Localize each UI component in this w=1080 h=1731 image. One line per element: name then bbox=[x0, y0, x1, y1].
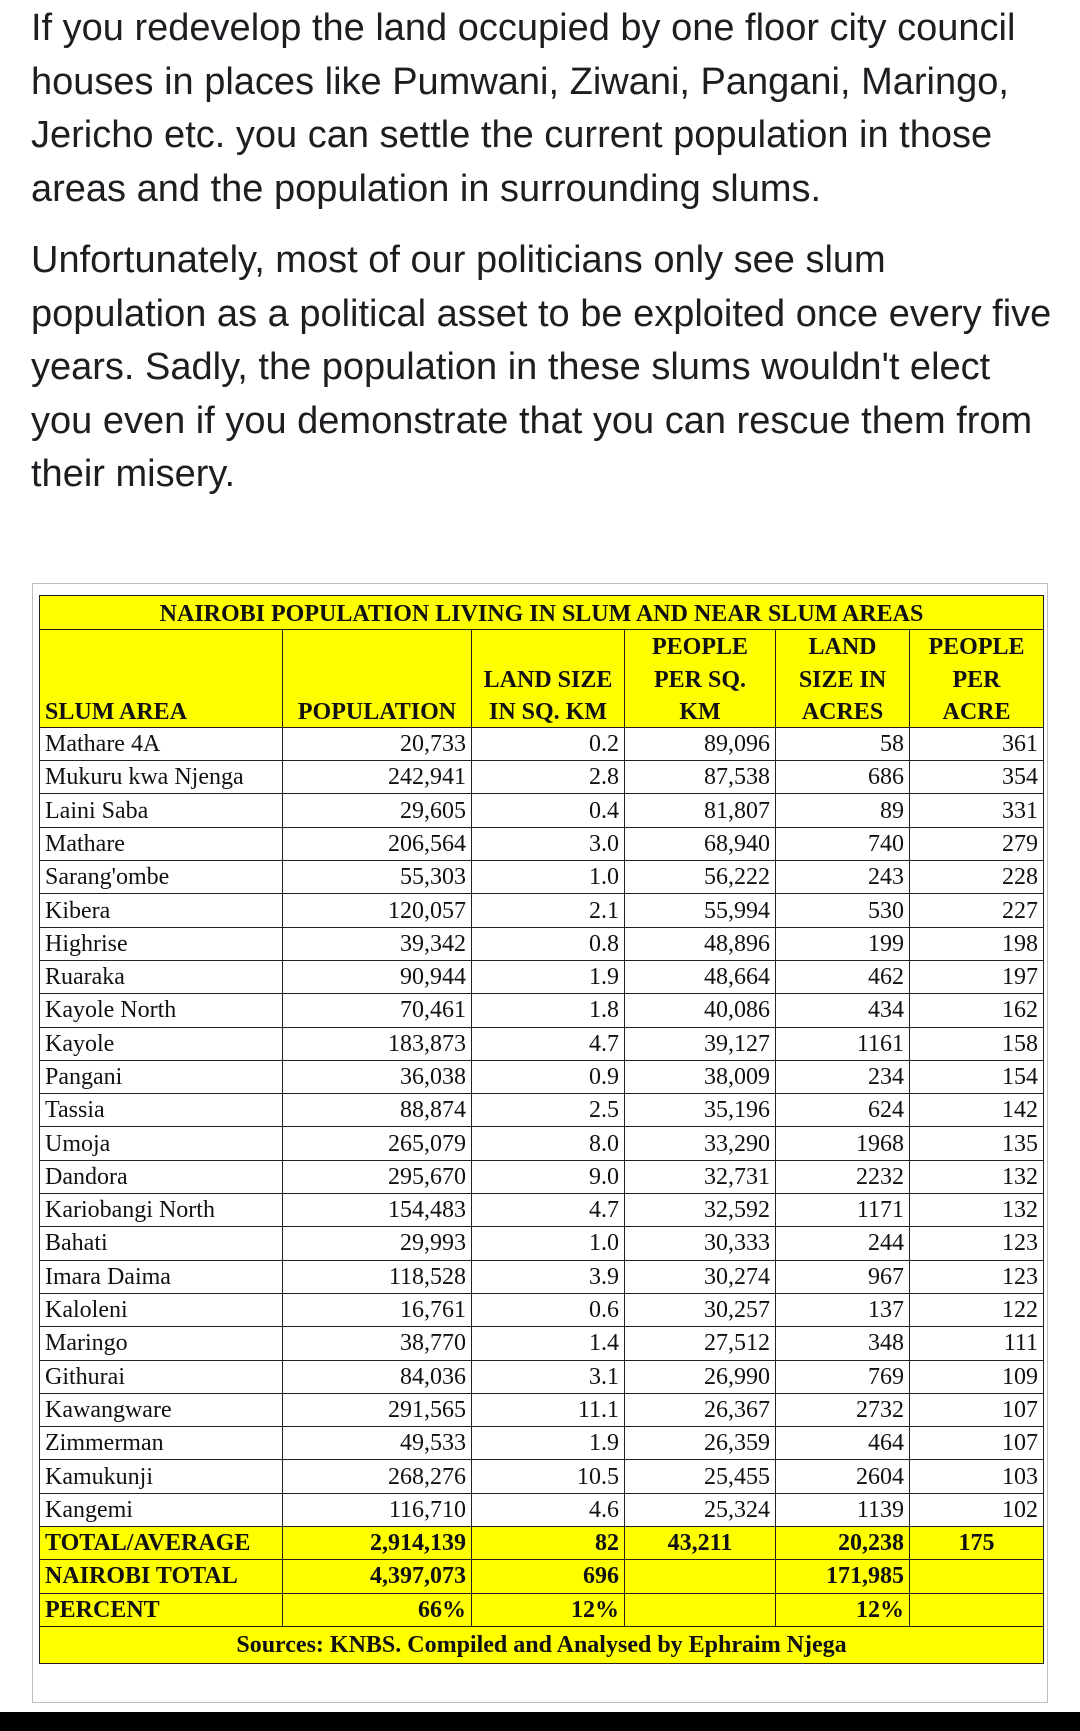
table-row bbox=[40, 827, 1044, 860]
cell-land-acres: 1139 bbox=[776, 1493, 910, 1526]
cell-land-acres: 1161 bbox=[776, 1027, 910, 1060]
cell-land-acres: 464 bbox=[776, 1427, 910, 1460]
cell-land-sqkm: 4.7 bbox=[472, 1027, 625, 1060]
header-land-acres-3: ACRES bbox=[776, 695, 910, 728]
summary-cell-land-sqkm: 696 bbox=[472, 1560, 625, 1593]
cell-land-acres: 967 bbox=[776, 1260, 910, 1293]
cell-area: Kayole North bbox=[40, 994, 283, 1027]
cell-land-acres: 89 bbox=[776, 794, 910, 827]
table-row bbox=[40, 727, 1044, 760]
cell-people-acre: 109 bbox=[910, 1360, 1044, 1393]
cell-people-sqkm: 26,367 bbox=[625, 1393, 776, 1426]
cell-land-acres: 1171 bbox=[776, 1194, 910, 1227]
cell-area: Umoja bbox=[40, 1127, 283, 1160]
cell-population: 55,303 bbox=[283, 861, 472, 894]
cell-land-acres: 434 bbox=[776, 994, 910, 1027]
cell-people-sqkm: 26,990 bbox=[625, 1360, 776, 1393]
cell-population: 20,733 bbox=[283, 727, 472, 760]
cell-population: 29,605 bbox=[283, 794, 472, 827]
cell-area: Laini Saba bbox=[40, 794, 283, 827]
cell-population: 206,564 bbox=[283, 827, 472, 860]
summary-row bbox=[40, 1560, 1044, 1593]
cell-people-acre: 228 bbox=[910, 861, 1044, 894]
cell-land-sqkm: 10.5 bbox=[472, 1460, 625, 1493]
cell-land-sqkm: 2.1 bbox=[472, 894, 625, 927]
cell-population: 118,528 bbox=[283, 1260, 472, 1293]
cell-land-acres: 462 bbox=[776, 960, 910, 993]
cell-people-sqkm: 32,592 bbox=[625, 1194, 776, 1227]
cell-area: Githurai bbox=[40, 1360, 283, 1393]
cell-population: 39,342 bbox=[283, 927, 472, 960]
table-row bbox=[40, 927, 1044, 960]
table-title: NAIROBI POPULATION LIVING IN SLUM AND NEAR SLUM AREAS bbox=[40, 596, 1044, 630]
summary-cell-people-acre bbox=[910, 1593, 1044, 1626]
table-row bbox=[40, 1027, 1044, 1060]
table-row bbox=[40, 1094, 1044, 1127]
cell-people-acre: 103 bbox=[910, 1460, 1044, 1493]
cell-land-acres: 530 bbox=[776, 894, 910, 927]
cell-people-sqkm: 81,807 bbox=[625, 794, 776, 827]
cell-land-sqkm: 0.8 bbox=[472, 927, 625, 960]
table-row bbox=[40, 1493, 1044, 1526]
cell-land-acres: 2732 bbox=[776, 1393, 910, 1426]
cell-people-acre: 135 bbox=[910, 1127, 1044, 1160]
bottom-bar bbox=[0, 1712, 1080, 1731]
table-row bbox=[40, 794, 1044, 827]
cell-land-sqkm: 0.9 bbox=[472, 1060, 625, 1093]
table-row bbox=[40, 994, 1044, 1027]
cell-people-sqkm: 35,196 bbox=[625, 1094, 776, 1127]
post-paragraph-1: If you redevelop the land occupied by one floor city council houses in places like Pumwani, Ziwani, Pangani, Maringo, Jericho etc. you can settle the current population in those areas and the population in surrounding slums. bbox=[31, 7, 1016, 210]
cell-population: 154,483 bbox=[283, 1194, 472, 1227]
cell-people-acre: 331 bbox=[910, 794, 1044, 827]
cell-area: Kayole bbox=[40, 1027, 283, 1060]
table-row bbox=[40, 960, 1044, 993]
cell-land-acres: 740 bbox=[776, 827, 910, 860]
cell-land-sqkm: 3.0 bbox=[472, 827, 625, 860]
cell-people-acre: 132 bbox=[910, 1194, 1044, 1227]
cell-population: 70,461 bbox=[283, 994, 472, 1027]
cell-people-acre: 123 bbox=[910, 1260, 1044, 1293]
cell-people-acre: 154 bbox=[910, 1060, 1044, 1093]
cell-land-acres: 1968 bbox=[776, 1127, 910, 1160]
cell-land-sqkm: 4.6 bbox=[472, 1493, 625, 1526]
cell-people-sqkm: 89,096 bbox=[625, 727, 776, 760]
cell-people-sqkm: 48,896 bbox=[625, 927, 776, 960]
cell-people-acre: 102 bbox=[910, 1493, 1044, 1526]
cell-population: 242,941 bbox=[283, 761, 472, 794]
header-population: POPULATION bbox=[283, 695, 472, 728]
summary-cell-area: TOTAL/AVERAGE bbox=[40, 1527, 283, 1560]
cell-people-sqkm: 32,731 bbox=[625, 1160, 776, 1193]
cell-land-acres: 348 bbox=[776, 1327, 910, 1360]
header-people-acre-2: PER bbox=[910, 662, 1044, 694]
cell-people-sqkm: 27,512 bbox=[625, 1327, 776, 1360]
table-row bbox=[40, 1260, 1044, 1293]
table-row bbox=[40, 1360, 1044, 1393]
cell-area: Kangemi bbox=[40, 1493, 283, 1526]
cell-people-sqkm: 30,274 bbox=[625, 1260, 776, 1293]
summary-cell-population: 4,397,073 bbox=[283, 1560, 472, 1593]
summary-cell-people-sqkm bbox=[625, 1560, 776, 1593]
cell-people-sqkm: 38,009 bbox=[625, 1060, 776, 1093]
cell-people-acre: 354 bbox=[910, 761, 1044, 794]
summary-row bbox=[40, 1593, 1044, 1626]
cell-land-acres: 137 bbox=[776, 1293, 910, 1326]
cell-area: Pangani bbox=[40, 1060, 283, 1093]
cell-population: 116,710 bbox=[283, 1493, 472, 1526]
header-land-size-2: IN SQ. KM bbox=[472, 695, 625, 728]
table-row bbox=[40, 1060, 1044, 1093]
summary-cell-land-acres: 12% bbox=[776, 1593, 910, 1626]
post-paragraph-2: Unfortunately, most of our politicians only see slum population as a political asset to be exploited once every five years. Sadly, the population in these slums wouldn't elect you even if you demonstrate that you can rescue them from their misery. bbox=[31, 239, 1052, 495]
cell-land-sqkm: 1.0 bbox=[472, 861, 625, 894]
table-row bbox=[40, 761, 1044, 794]
cell-people-acre: 107 bbox=[910, 1427, 1044, 1460]
header-land-acres-1: LAND bbox=[776, 630, 910, 663]
cell-land-acres: 2232 bbox=[776, 1160, 910, 1193]
cell-population: 49,533 bbox=[283, 1427, 472, 1460]
cell-population: 38,770 bbox=[283, 1327, 472, 1360]
header-people-acre-1: PEOPLE bbox=[910, 630, 1044, 663]
table-row bbox=[40, 1427, 1044, 1460]
cell-land-sqkm: 2.5 bbox=[472, 1094, 625, 1127]
cell-land-acres: 686 bbox=[776, 761, 910, 794]
cell-people-sqkm: 55,994 bbox=[625, 894, 776, 927]
population-table bbox=[39, 595, 1044, 1664]
cell-people-sqkm: 40,086 bbox=[625, 994, 776, 1027]
cell-population: 88,874 bbox=[283, 1094, 472, 1127]
cell-people-sqkm: 48,664 bbox=[625, 960, 776, 993]
table-row bbox=[40, 861, 1044, 894]
cell-people-sqkm: 30,333 bbox=[625, 1227, 776, 1260]
header-land-size-1: LAND SIZE bbox=[472, 662, 625, 694]
cell-people-acre: 162 bbox=[910, 994, 1044, 1027]
table-row bbox=[40, 1460, 1044, 1493]
cell-area: Kaloleni bbox=[40, 1293, 283, 1326]
cell-people-acre: 123 bbox=[910, 1227, 1044, 1260]
cell-people-sqkm: 25,455 bbox=[625, 1460, 776, 1493]
cell-people-acre: 132 bbox=[910, 1160, 1044, 1193]
cell-land-sqkm: 2.8 bbox=[472, 761, 625, 794]
summary-row bbox=[40, 1527, 1044, 1560]
summary-cell-people-sqkm bbox=[625, 1593, 776, 1626]
cell-land-acres: 199 bbox=[776, 927, 910, 960]
cell-people-acre: 198 bbox=[910, 927, 1044, 960]
cell-land-sqkm: 11.1 bbox=[472, 1393, 625, 1426]
cell-area: Highrise bbox=[40, 927, 283, 960]
summary-cell-area: PERCENT bbox=[40, 1593, 283, 1626]
header-people-acre-3: ACRE bbox=[910, 695, 1044, 728]
table-row bbox=[40, 894, 1044, 927]
cell-people-sqkm: 68,940 bbox=[625, 827, 776, 860]
cell-people-acre: 279 bbox=[910, 827, 1044, 860]
cell-people-acre: 361 bbox=[910, 727, 1044, 760]
cell-land-sqkm: 1.8 bbox=[472, 994, 625, 1027]
post-text bbox=[31, 0, 1061, 502]
cell-land-sqkm: 9.0 bbox=[472, 1160, 625, 1193]
cell-people-acre: 111 bbox=[910, 1327, 1044, 1360]
cell-land-acres: 624 bbox=[776, 1094, 910, 1127]
cell-people-acre: 122 bbox=[910, 1293, 1044, 1326]
cell-area: Ruaraka bbox=[40, 960, 283, 993]
cell-land-sqkm: 1.9 bbox=[472, 960, 625, 993]
cell-land-sqkm: 1.4 bbox=[472, 1327, 625, 1360]
cell-land-acres: 244 bbox=[776, 1227, 910, 1260]
cell-land-acres: 243 bbox=[776, 861, 910, 894]
cell-area: Kariobangi North bbox=[40, 1194, 283, 1227]
cell-population: 291,565 bbox=[283, 1393, 472, 1426]
cell-people-sqkm: 39,127 bbox=[625, 1027, 776, 1060]
cell-population: 268,276 bbox=[283, 1460, 472, 1493]
table-row bbox=[40, 1194, 1044, 1227]
cell-people-acre: 142 bbox=[910, 1094, 1044, 1127]
cell-population: 36,038 bbox=[283, 1060, 472, 1093]
cell-population: 16,761 bbox=[283, 1293, 472, 1326]
cell-people-acre: 158 bbox=[910, 1027, 1044, 1060]
cell-land-acres: 234 bbox=[776, 1060, 910, 1093]
header-people-sqkm-1: PEOPLE bbox=[625, 630, 776, 663]
cell-area: Bahati bbox=[40, 1227, 283, 1260]
cell-area: Sarang'ombe bbox=[40, 861, 283, 894]
cell-land-acres: 769 bbox=[776, 1360, 910, 1393]
table-row bbox=[40, 1327, 1044, 1360]
summary-cell-people-acre bbox=[910, 1560, 1044, 1593]
cell-people-sqkm: 87,538 bbox=[625, 761, 776, 794]
cell-area: Kibera bbox=[40, 894, 283, 927]
cell-people-sqkm: 33,290 bbox=[625, 1127, 776, 1160]
cell-land-sqkm: 0.2 bbox=[472, 727, 625, 760]
cell-population: 84,036 bbox=[283, 1360, 472, 1393]
source-note: Sources: KNBS. Compiled and Analysed by Ephraim Njega bbox=[40, 1626, 1044, 1663]
cell-land-sqkm: 1.0 bbox=[472, 1227, 625, 1260]
summary-cell-land-sqkm: 82 bbox=[472, 1527, 625, 1560]
cell-land-sqkm: 0.6 bbox=[472, 1293, 625, 1326]
summary-cell-area: NAIROBI TOTAL bbox=[40, 1560, 283, 1593]
cell-people-sqkm: 25,324 bbox=[625, 1493, 776, 1526]
table-row bbox=[40, 1293, 1044, 1326]
cell-area: Mathare bbox=[40, 827, 283, 860]
summary-cell-land-sqkm: 12% bbox=[472, 1593, 625, 1626]
cell-land-acres: 58 bbox=[776, 727, 910, 760]
cell-area: Mathare 4A bbox=[40, 727, 283, 760]
cell-area: Tassia bbox=[40, 1094, 283, 1127]
header-people-sqkm-2: PER SQ. bbox=[625, 662, 776, 694]
cell-area: Kamukunji bbox=[40, 1460, 283, 1493]
header-slum-area: SLUM AREA bbox=[40, 695, 283, 728]
cell-land-sqkm: 3.1 bbox=[472, 1360, 625, 1393]
summary-cell-people-sqkm: 43,211 bbox=[625, 1527, 776, 1560]
cell-population: 29,993 bbox=[283, 1227, 472, 1260]
cell-land-sqkm: 1.9 bbox=[472, 1427, 625, 1460]
cell-people-sqkm: 30,257 bbox=[625, 1293, 776, 1326]
cell-land-sqkm: 0.4 bbox=[472, 794, 625, 827]
summary-cell-land-acres: 171,985 bbox=[776, 1560, 910, 1593]
cell-people-acre: 227 bbox=[910, 894, 1044, 927]
cell-area: Imara Daima bbox=[40, 1260, 283, 1293]
cell-population: 90,944 bbox=[283, 960, 472, 993]
cell-population: 295,670 bbox=[283, 1160, 472, 1193]
summary-cell-population: 2,914,139 bbox=[283, 1527, 472, 1560]
cell-land-sqkm: 3.9 bbox=[472, 1260, 625, 1293]
cell-area: Zimmerman bbox=[40, 1427, 283, 1460]
cell-area: Maringo bbox=[40, 1327, 283, 1360]
cell-area: Dandora bbox=[40, 1160, 283, 1193]
cell-land-sqkm: 4.7 bbox=[472, 1194, 625, 1227]
cell-people-sqkm: 26,359 bbox=[625, 1427, 776, 1460]
header-people-sqkm-3: KM bbox=[625, 695, 776, 728]
header-land-acres-2: SIZE IN bbox=[776, 662, 910, 694]
summary-cell-population: 66% bbox=[283, 1593, 472, 1626]
cell-population: 265,079 bbox=[283, 1127, 472, 1160]
table-row bbox=[40, 1127, 1044, 1160]
cell-population: 120,057 bbox=[283, 894, 472, 927]
cell-population: 183,873 bbox=[283, 1027, 472, 1060]
cell-area: Mukuru kwa Njenga bbox=[40, 761, 283, 794]
cell-land-sqkm: 8.0 bbox=[472, 1127, 625, 1160]
cell-people-acre: 197 bbox=[910, 960, 1044, 993]
table-row bbox=[40, 1393, 1044, 1426]
table-row bbox=[40, 1160, 1044, 1193]
cell-people-acre: 107 bbox=[910, 1393, 1044, 1426]
cell-people-sqkm: 56,222 bbox=[625, 861, 776, 894]
table-row bbox=[40, 1227, 1044, 1260]
cell-land-acres: 2604 bbox=[776, 1460, 910, 1493]
summary-cell-people-acre: 175 bbox=[910, 1527, 1044, 1560]
summary-cell-land-acres: 20,238 bbox=[776, 1527, 910, 1560]
cell-area: Kawangware bbox=[40, 1393, 283, 1426]
